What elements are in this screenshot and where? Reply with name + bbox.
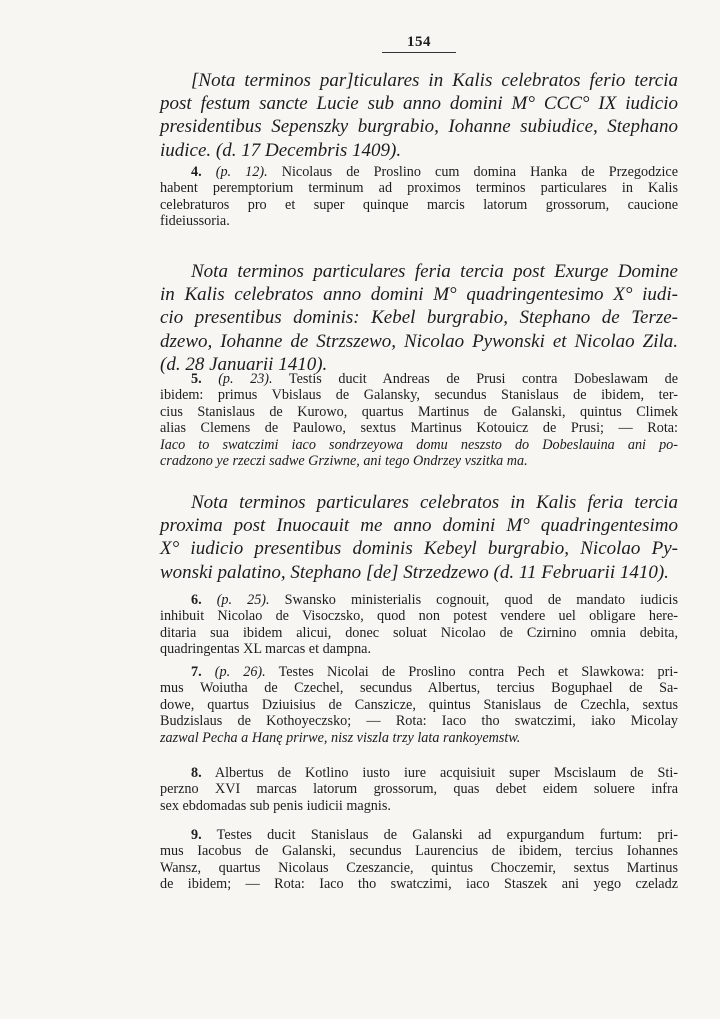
rota-text: zazwal Pecha a Hanę prirwe, nisz viszla trzy lata rankoyemstw. xyxy=(160,729,521,746)
entry-number: 8. xyxy=(191,765,202,781)
heading-line: wonski palatino, Stephano [de] Strzedzewo (d. 11 Februarii 1410). xyxy=(160,561,669,583)
section-heading-3 xyxy=(160,491,678,584)
heading-line: dzewo, Iohanne de Strzszewo, Nicolao Pywonski et Nicolao Zila. xyxy=(160,330,678,352)
heading-line: Nota terminos particulares celebratos in Kalis feria tercia xyxy=(191,492,678,513)
entry-text: quadringentas XL marcas et dampna. xyxy=(160,641,372,658)
page-number: 154 xyxy=(382,34,456,53)
entry-text: perzno XVI marcas latorum grossorum, quas debet eidem soluere infra xyxy=(160,781,678,798)
entry-6 xyxy=(160,592,678,658)
entry-text: de ibidem; — Rota: Iaco tho swatczimi, iaco Staszek ani yego czeladz xyxy=(160,876,678,893)
heading-line: (d. 28 Januarii 1410). xyxy=(160,353,328,375)
entry-number: 6. xyxy=(191,592,202,608)
entry-5 xyxy=(160,371,678,469)
entry-text: fideiussoria. xyxy=(160,213,230,230)
entry-9 xyxy=(160,827,678,893)
heading-line: post festum sancte Lucie sub anno domini M° CCC° IX iudicio xyxy=(160,93,678,115)
entry-text: Testis ducit Andreas de Prusi contra Dobeslawam de xyxy=(288,371,679,387)
entry-text: cius Stanislaus de Kurowo, quartus Martinus de Galanski, quintus Climek xyxy=(160,403,678,420)
entry-text: Testes Nicolai de Proslino contra Pech et Slawkowa: pri- xyxy=(278,664,678,680)
entry-text: habent peremptorium terminum ad proximos terminos particulares in Kalis xyxy=(160,180,678,197)
entry-text: inhibuit Nicolao de Visoczsko, quod non potest vendere uel obligare here- xyxy=(160,608,678,625)
entry-text: mus Iacobus de Galanski, secundus Laurencius de ibidem, tercius Iohannes xyxy=(160,843,678,860)
entry-text: Budzislaus de Kothoyeczsko; — Rota: Iaco tho swatczimi, iako Micolay xyxy=(160,713,678,730)
section-heading-2 xyxy=(160,260,678,376)
heading-line: cio presentibus dominis: Kebel burgrabio, Stephano de Terze- xyxy=(160,307,678,329)
entry-text: Testes ducit Stanislaus de Galanski ad expurgandum furtum: pri- xyxy=(216,827,678,843)
entry-text: mus Woiutha de Czechel, secundus Albertus, tercius Boguphael de Sa- xyxy=(160,680,678,697)
entry-7 xyxy=(160,664,678,746)
heading-line: iudice. (d. 17 Decembris 1409). xyxy=(160,139,402,161)
heading-line: proxima post Inuocauit me anno domini M° quadringentesimo xyxy=(160,515,678,537)
heading-line: X° iudicio presentibus dominis Kebeyl burgrabio, Nicolao Py- xyxy=(160,538,678,560)
section-heading-1 xyxy=(160,69,678,162)
entry-text: alias Clemens de Paulowo, sextus Martinus Kotouicz de Prusi; — Rota: xyxy=(160,420,678,437)
entry-number: 4. xyxy=(191,164,202,180)
entry-text: ditaria sua ibidem alicui, donec soluat Nicolao de Czirnino omnia debita, xyxy=(160,624,678,641)
entry-text: Swansko ministerialis cognouit, quod de mandato iudicis xyxy=(284,592,679,608)
entry-4 xyxy=(160,164,678,230)
entry-number: 5. xyxy=(191,371,202,387)
entry-text: Albertus de Kotlino iusto iure acquisiuit super Mscislaum de Sti- xyxy=(214,765,678,781)
entry-number: 9. xyxy=(191,827,202,843)
heading-line: [Nota terminos par]ticulares in Kalis celebratos ferio tercia xyxy=(191,70,678,91)
rota-text: Iaco to swatczimi iaco sondrzeyowa domu neszsto do Dobeslauina ani po- xyxy=(160,436,678,453)
entry-text: celebraturos pro et super quinque marcis latorum grossorum, caucione xyxy=(160,196,678,213)
heading-line: Nota terminos particulares feria tercia post Exurge Domine xyxy=(191,261,678,282)
rota-text: cradzono ye rzeczi sadwe Grziwne, ani tego Ondrzey vszitka ma. xyxy=(160,453,528,470)
entry-text: dowe, quartus Dziuisius de Canszicze, quintus Stanislaus de Czechla, sextus xyxy=(160,696,678,713)
page-reference: (p. 26). xyxy=(214,664,266,680)
entry-text: Wansz, quartus Nicolaus Czeszancie, quintus Choczemir, sextus Martinus xyxy=(160,859,678,876)
heading-line: presidentibus Sepenszky burgrabio, Iohanne subiudice, Stephano xyxy=(160,116,678,138)
entry-text: sex ebdomadas sub penis iudicii magnis. xyxy=(160,797,391,814)
entry-text: Nicolaus de Proslino cum domina Hanka de Przegodzice xyxy=(281,164,679,180)
page-reference: (p. 12). xyxy=(215,164,268,180)
entry-number: 7. xyxy=(191,664,202,680)
heading-line: in Kalis celebratos anno domini M° quadringentesimo X° iudi- xyxy=(160,284,678,306)
page-reference: (p. 23). xyxy=(218,371,273,387)
entry-8 xyxy=(160,765,678,814)
page-reference: (p. 25). xyxy=(216,592,270,608)
entry-text: ibidem: primus Vbislaus de Galansky, secundus Stanislaus de ibidem, ter- xyxy=(160,387,678,404)
